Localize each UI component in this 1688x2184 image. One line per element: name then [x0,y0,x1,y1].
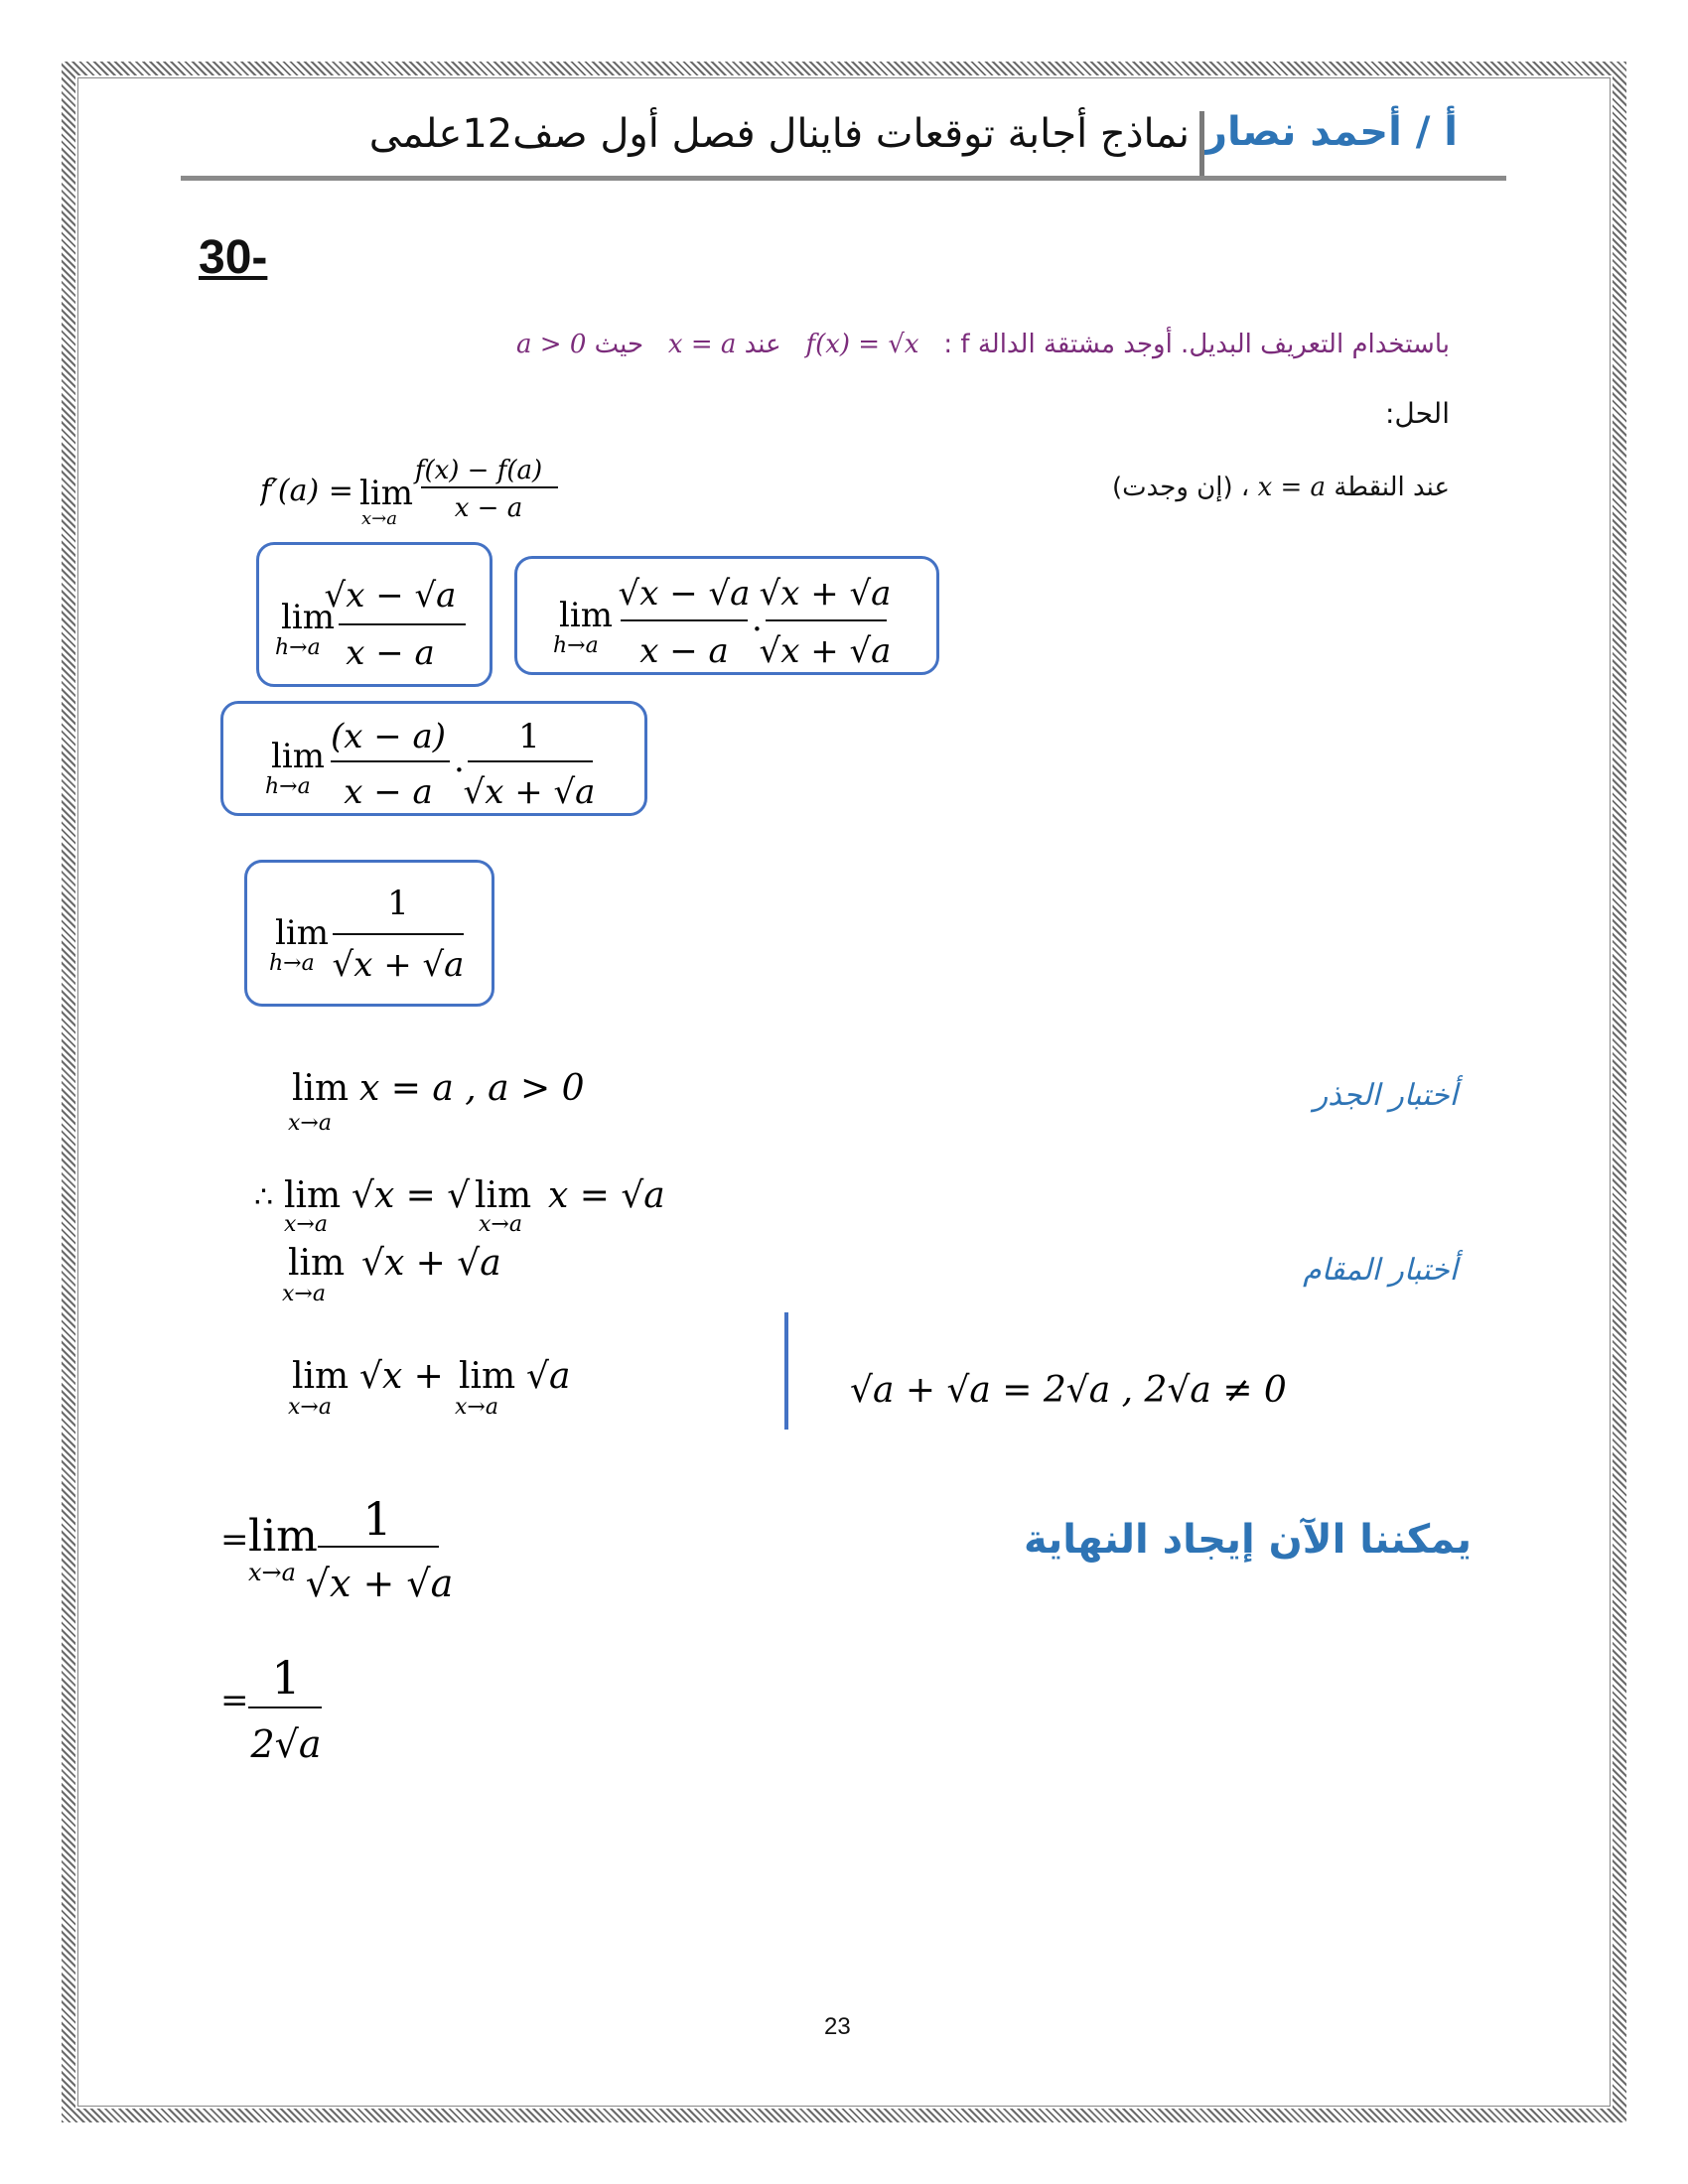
problem-function: f(x) = √x [805,330,919,359]
root-test-2-lim2: lim [475,1175,532,1216]
step-3-dot: . [454,741,465,780]
denominator-test-line-1 [282,1237,580,1316]
definition-lhs: f′(a) = [260,474,353,508]
conclusion-1-sub: x→a [248,1559,296,1586]
if-exists-note: ، (إن وجدت) [1112,473,1250,502]
root-test-2-lim: lim [284,1175,342,1216]
step-1-numerator: √x − √a [324,576,457,615]
conclusion-2-denominator: 2√a [250,1722,322,1766]
denominator-test-result [850,1360,1327,1420]
root-test-2-expr1: √x = √ [352,1175,471,1216]
conclusion-1-denominator: √x + √a [305,1562,454,1605]
denominator-test-1-lim: lim [288,1243,346,1284]
step-3-lim-sub: h→a [265,774,311,799]
root-test-1-lim: lim [292,1068,350,1109]
step-2-lim: lim [559,596,613,635]
step-box-3 [220,701,647,816]
step-4-lim: lim [275,913,329,953]
conclusion-2-numerator: 1 [271,1651,301,1705]
denominator-test-2-lim2: lim [459,1356,516,1397]
question-number: 30- [199,231,268,284]
step-2-denominator-1: x − a [639,631,729,671]
step-1-formula [259,545,490,684]
at-point-value: x = a [1257,473,1327,502]
conclusion-1-prefix: = [220,1520,249,1560]
definition-numerator: f(x) − f(a) [414,456,543,485]
step-4-formula [247,863,492,1004]
step-3-numerator-2: 1 [518,717,540,756]
step-2-numerator-2: √x + √a [759,574,892,614]
root-test-2-sub2: x→a [479,1212,522,1237]
step-3-denominator-2: √x + √a [463,772,596,812]
denominator-test-2-expr1: √x + [359,1356,444,1397]
vertical-divider [784,1312,788,1430]
denominator-test-2-sub: x→a [288,1395,332,1420]
step-4-numerator: 1 [387,884,409,923]
step-3-lim: lim [271,737,325,776]
problem-point: x = a [667,330,737,359]
root-test-1-expr: x = a , a > 0 [359,1068,585,1109]
root-test-label: أختبار الجذر [1313,1078,1458,1113]
step-2-dot: . [752,600,763,639]
definition-lim-sub: x→a [361,508,397,529]
step-box-2 [514,556,939,675]
document-title: نماذج أجابة توقعات فاينال فصل أول صف12علمى [368,111,1190,157]
solution-label: الحل: [1384,397,1450,430]
denominator-test-2-sub2: x→a [455,1395,498,1420]
author-name: أ / أحمد نصار [1203,109,1458,155]
step-box-4 [244,860,494,1007]
root-test-1-sub: x→a [288,1111,332,1136]
step-2-formula [517,559,936,672]
problem-prompt: باستخدام التعريف البديل. أوجد مشتقة الدالة f : [943,330,1450,359]
at-point-label: عند النقطة [1334,473,1450,502]
definition-denominator: x − a [454,493,523,523]
problem-condition: a > 0 [516,330,587,359]
step-2-denominator-2: √x + √a [759,631,892,671]
point-condition [1112,473,1450,502]
step-1-denominator: x − a [346,633,435,673]
denominator-test-line-2 [288,1350,606,1430]
step-2-numerator-1: √x − √a [618,574,751,614]
step-1-lim-sub: h→a [275,635,321,660]
root-test-line-1 [288,1060,645,1150]
step-3-denominator-1: x − a [344,772,433,812]
step-2-lim-sub: h→a [553,633,599,658]
header-rule [181,176,1506,181]
step-4-denominator: √x + √a [332,945,465,985]
denominator-test-1-expr: √x + √a [361,1243,501,1284]
page-number: 23 [824,2013,851,2040]
step-1-lim: lim [281,598,335,637]
root-test-line-2 [254,1167,731,1247]
conclusion-1-lim: lim [248,1511,318,1562]
denominator-test-2-lim: lim [292,1356,350,1397]
denominator-test-label: أختبار المقام [1303,1253,1458,1288]
denominator-test-result-text: √a + √a = 2√a , 2√a ≠ 0 [850,1370,1287,1411]
step-4-lim-sub: h→a [269,951,315,976]
root-test-2-prefix: ∴ [254,1180,274,1215]
step-3-formula [223,704,644,813]
definition-lim: lim [359,474,413,513]
derivative-definition [260,445,588,534]
header-separator [1199,111,1204,181]
problem-where-word: حيث [594,330,644,359]
step-box-1 [256,542,492,687]
conclusion-label: يمكننا الآن إيجاد النهاية [1023,1517,1472,1563]
problem-statement [516,330,1450,359]
step-3-numerator-1: (x − a) [330,717,447,756]
denominator-test-2-expr2: √a [526,1356,571,1397]
conclusion-2-prefix: = [220,1681,249,1720]
root-test-2-sub: x→a [284,1212,328,1237]
conclusion-1-numerator: 1 [362,1492,392,1546]
denominator-test-1-sub: x→a [282,1282,326,1306]
problem-at-word: عند [744,330,781,359]
conclusion-line-1 [218,1479,467,1618]
root-test-2-expr2: x = √a [548,1175,665,1216]
conclusion-line-2 [218,1640,357,1779]
